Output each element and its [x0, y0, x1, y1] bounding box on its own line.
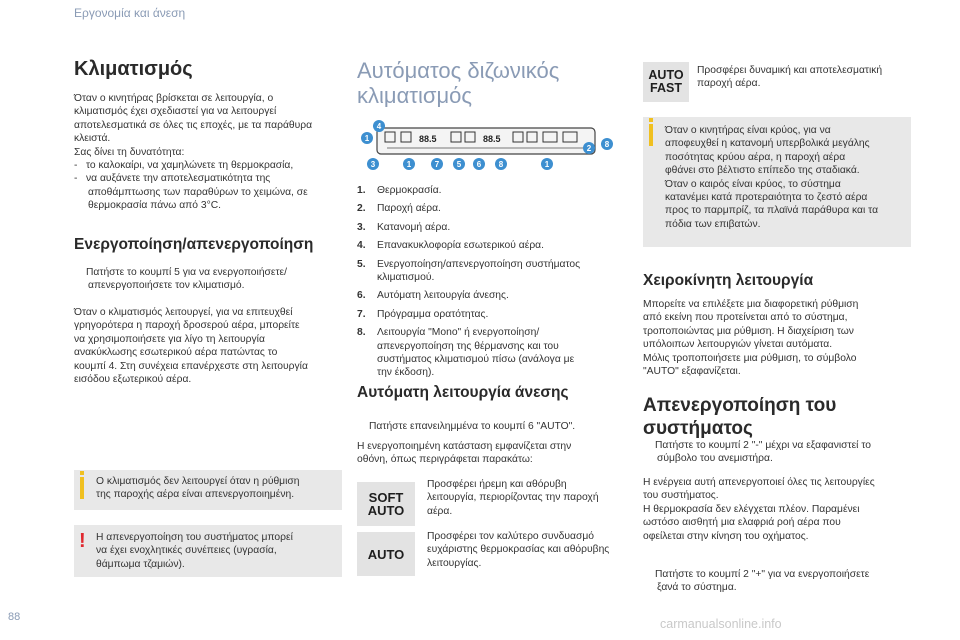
svg-text:6: 6 [476, 160, 482, 169]
svg-text:5: 5 [456, 160, 462, 169]
svg-text:2: 2 [586, 144, 592, 153]
recirculation-paragraph: Όταν ο κλιματισμός λειτουργεί, για να επιτευχθεί γρηγορότερα η παροχή δροσερού αέρα, μπορείτε να χρησιμοποιήσετε για λίγο τη λειτουργία ανακύκλωσης εσωτερικού αέρα πατώντας το κουμπί 4. Στη συνέχεια επανέρχεστε στη λειτουργία εισόδου εξωτερικού αέρα. [74, 307, 308, 386]
step-marker [74, 266, 86, 279]
section-title-auto-comfort: Αυτόματη λειτουργία άνεσης [357, 384, 569, 401]
svg-text:3: 3 [370, 160, 376, 169]
soft-auto-description: Προσφέρει ήρεμη και αθόρυβη λειτουργία, περιορίζοντας την παροχή αέρα. [427, 479, 599, 517]
list-item: 8. Λειτουργία "Mono" ή ενεργοποίηση/ απενεργοποίηση της θέρμανσης και του συστήματος κλιματισμού πίσω (ανάλογα με την έκδοση). [357, 327, 575, 379]
list-item: 4. Επανακυκλοφορία εσωτερικού αέρα. [357, 240, 544, 252]
section-title-dual-zone: Αυτόματος διζωνικός κλιματισμός [357, 58, 560, 108]
warning-box: ! Η απενεργοποίηση του συστήματος μπορεί να έχει ενοχλητικές συνέπειες (υγρασία, θάμπωμα τζαμιών). [74, 525, 342, 577]
list-item: - να αυξάνετε την αποτελεσματικότητα της [74, 173, 271, 185]
info-box: Ο κλιματισμός δεν λειτουργεί όταν η ρύθμιση της παροχής αέρα είναι απενεργοποιημένη. [74, 470, 342, 510]
intro-paragraph: Όταν ο κινητήρας βρίσκεται σε λειτουργία, ο κλιματισμός έχει σχεδιαστεί για να λειτουργεί αποτελεσματικά σε όλες τις εποχές, με τα παράθυρα κλειστά. Σας δίνει τη δυνατότητα: - το καλοκαίρι, να χαμηλώνετε τη θερμοκρασία, - να αυξάνετε την αποτελεσματικότητα της αποθάμπτωσης των παραθύρων το χειμώνα, σε θερμοκρασία πάνω από 3°C. [74, 93, 313, 212]
list-item: 5. Ενεργοποίηση/απενεργοποίηση συστήματος κλιματισμού. [357, 258, 581, 284]
instruction-step: Πατήστε επανειλημμένα το κουμπί 6 "AUTO". [357, 420, 575, 433]
step-marker [357, 420, 369, 433]
info-box: Όταν ο κινητήρας είναι κρύος, για να αποφευχθεί η κατανομή υπερβολικά μεγάλης ποσότητας κρύου αέρα, η παροχή αέρα φθάνει στο βέλτιστο επίπεδο της σταδιακά. Όταν ο καιρός είναι κρύος, το σύστημα κατανέμει κατά προτεραιότητα το ζεστό αέρα προς το παρμπρίζ, τα πλαϊνά παράθυρα και τα πόδια των επιβατών. [643, 117, 911, 247]
control-panel-diagram [357, 118, 619, 176]
section-title-on-off: Ενεργοποίηση/απενεργοποίηση [74, 236, 314, 253]
panel-temp-right: 88.5 [483, 134, 501, 144]
svg-text:4: 4 [376, 122, 382, 131]
instruction-step: Πατήστε το κουμπί 2 "+" για να ενεργοποιήσετε ξανά το σύστημα. [643, 568, 869, 595]
list-item: 7. Πρόγραμμα ορατότητας. [357, 308, 489, 320]
auto-paragraph: Η ενεργοποιημένη κατάσταση εμφανίζεται στην οθόνη, όπως περιγράφεται παρακάτω: [357, 441, 572, 466]
svg-text:8: 8 [604, 140, 610, 149]
system-off-paragraph: Η ενέργεια αυτή απενεργοποιεί όλες τις λειτουργίες του συστήματος. Η θερμοκρασία δεν ελέγχεται πλέον. Παραμένει ωστόσο αισθητή μια ελαφριά ροή αέρα που οφείλεται στην κίνηση του οχήματος. [643, 477, 875, 542]
svg-text:1: 1 [406, 160, 412, 169]
soft-auto-icon: SOFT AUTO [357, 482, 415, 526]
svg-text:7: 7 [434, 160, 440, 169]
section-title-manual: Χειροκίνητη λειτουργία [643, 272, 814, 289]
section-title-system-off: Απενεργοποίηση του συστήματος [643, 395, 837, 439]
svg-text:1: 1 [544, 160, 550, 169]
page-number: 88 [8, 611, 21, 623]
legend-list [357, 184, 619, 380]
instruction-step: Πατήστε το κουμπί 2 "-" μέχρι να εξαφανιστεί το σύμβολο του ανεμιστήρα. [643, 439, 871, 466]
warning-icon: ! [79, 530, 86, 552]
list-item: 1. Θερμοκρασία. [357, 185, 442, 196]
running-header: Εργονομία και άνεση [74, 6, 186, 20]
list-item: 2. Παροχή αέρα. [357, 203, 441, 215]
panel-temp-left: 88.5 [419, 134, 437, 144]
info-icon [649, 124, 653, 146]
instruction-step: Πατήστε το κουμπί 5 για να ενεργοποιήσετε/ απενεργοποιήσετε τον κλιματισμό. [74, 266, 287, 293]
step-marker [643, 439, 655, 452]
svg-text:1: 1 [364, 134, 370, 143]
step-marker [643, 568, 655, 581]
auto-fast-icon: AUTO FAST [643, 62, 689, 102]
info-icon [80, 477, 84, 499]
auto-fast-description: Προσφέρει δυναμική και αποτελεσματική παροχή αέρα. [697, 65, 883, 90]
manual-paragraph: Μπορείτε να επιλέξετε μια διαφορετική ρύθμιση από εκείνη που προτείνεται από το σύστημα, τροποποιώντας μια ρύθμιση. Η διαχείριση των υπόλοιπων λειτουργιών γίνεται αυτόματα. Μόλις τροποποιήσετε μια ρύθμιση, το σύμβολο "AUTO" εξαφανίζεται. [643, 299, 859, 378]
section-title-air-conditioning: Κλιματισμός [74, 58, 193, 80]
list-item: 6. Αυτόματη λειτουργία άνεσης. [357, 290, 509, 302]
list-item: 3. Κατανομή αέρα. [357, 221, 451, 233]
watermark: carmanualsonline.info [660, 617, 782, 631]
auto-description: Προσφέρει τον καλύτερο συνδυασμό ευχάριστης θερμοκρασίας και αθόρυβης λειτουργίας. [427, 531, 610, 569]
list-item: - το καλοκαίρι, να χαμηλώνετε τη θερμοκρασία, [74, 160, 294, 172]
svg-text:8: 8 [498, 160, 504, 169]
auto-icon: AUTO [357, 532, 415, 576]
